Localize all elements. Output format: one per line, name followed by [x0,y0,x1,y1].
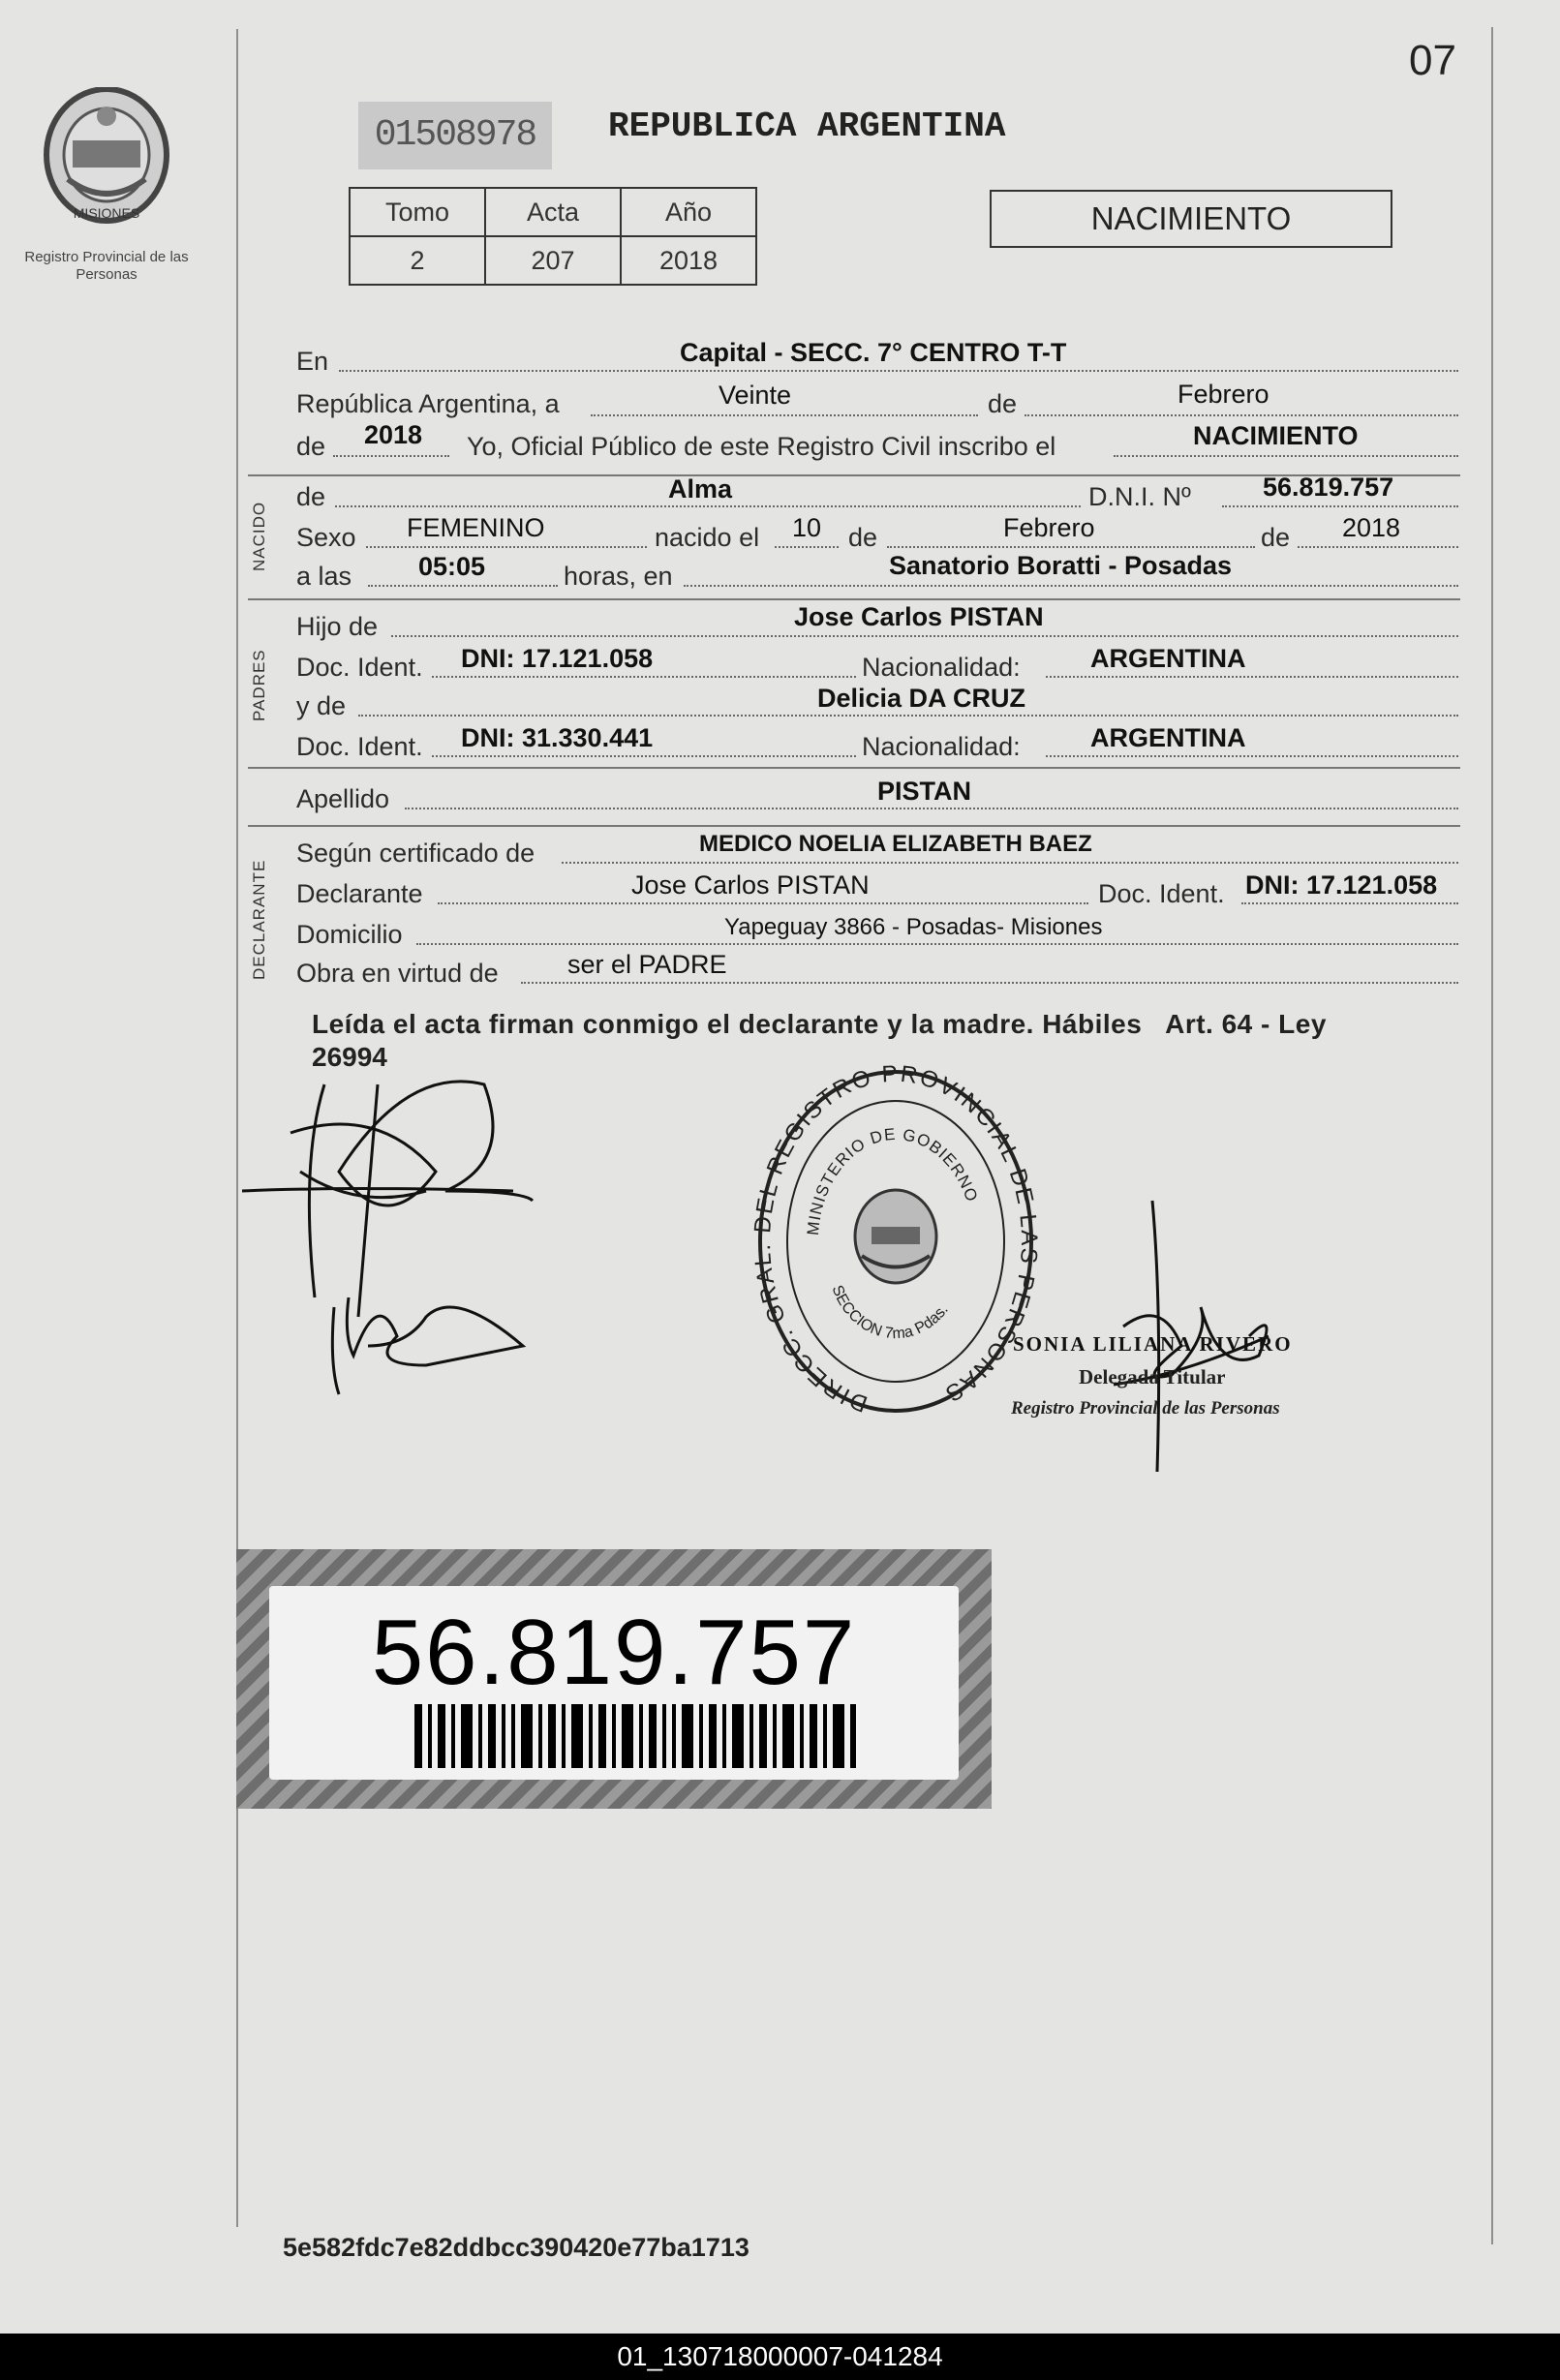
leader-line [416,943,1458,945]
right-border-line [1491,27,1493,2244]
leader-line [391,635,1458,637]
leader-line [335,505,1081,507]
official-name: SONIA LILIANA RIVERO [1013,1332,1293,1356]
svg-text:MISIONES: MISIONES [73,205,140,221]
closing-text: Leída el acta firman conmigo el declarante y la madre. Hábiles Art. 64 - Ley [312,1009,1327,1039]
leader-line [1046,676,1458,678]
document-type-box: NACIMIENTO [990,190,1392,248]
leader-line [521,982,1458,984]
location-value: Capital - SECC. 7° CENTRO T-T [680,338,1067,367]
table-cell: 2018 [621,236,756,285]
registry-logo [24,87,189,295]
leader-line [684,585,1458,587]
padres-section-label: PADRES [250,649,268,721]
table-header: Tomo [350,188,485,236]
leader-line [405,808,1458,809]
official-title: Delegada Titular [1079,1365,1226,1388]
de-label: de [988,389,1018,418]
table-header: Acta [485,188,621,236]
footer-bar [0,2334,1560,2380]
month-value: Febrero [1178,380,1269,409]
logo-caption: Registro Provincial de las Personas [24,249,189,283]
table-header: Año [621,188,756,236]
de-year-label: de [296,432,326,461]
section-divider [248,825,1460,827]
declarante-doc-value: DNI: 17.121.058 [1245,870,1438,900]
sexo-label: Sexo [296,523,356,552]
leader-line [339,370,1458,372]
svg-text:SECCION 7ma Pdas.: SECCION 7ma Pdas. [828,1283,952,1343]
leader-line [333,455,449,457]
father-name-value: Jose Carlos PISTAN [794,602,1044,631]
svg-text:DIRECC. GRAL. DEL REGISTRO PRO: DIRECC. GRAL. DEL REGISTRO PROVINCIAL DE LAS PERSONAS [749,1060,1043,1418]
obra-label: Obra en virtud de [296,959,499,988]
birth-month-value: Febrero [1003,513,1095,542]
nacido-section-label: NACIDO [250,501,268,571]
act-type-value: NACIMIENTO [1193,421,1359,450]
declarante-label: Declarante [296,879,423,908]
section-divider [248,767,1460,769]
leader-line [366,546,647,548]
domicilio-label: Domicilio [296,920,403,949]
declarant-signature [232,1046,552,1404]
table-cell: 207 [485,236,621,285]
leader-line [562,862,1458,864]
year-value: 2018 [364,420,423,449]
official-stamp [746,1057,1046,1425]
child-dni-value: 56.819.757 [1263,473,1394,502]
registry-table [349,187,757,286]
mother-nationality-label: Nacionalidad: [862,732,1021,761]
declarante-doc-label: Doc. Ident. [1098,879,1225,908]
leader-line [1222,505,1458,507]
apellido-label: Apellido [296,784,390,813]
hijo-de-label: Hijo de [296,612,379,641]
birth-day-value: 10 [792,513,822,542]
nacido-el-label: nacido el [655,523,760,552]
leader-line [432,755,856,757]
sticker-dni-number: 56.819.757 [371,1601,857,1704]
leader-line [1298,546,1458,548]
apellido-value: PISTAN [877,777,972,806]
republica-label: República Argentina, a [296,389,560,418]
dni-sticker [236,1549,992,1809]
leader-line [591,414,978,416]
time-value: 05:05 [418,552,486,581]
father-nationality-label: Nacionalidad: [862,653,1021,682]
serial-number: 01508978 [358,102,552,169]
leader-line [887,546,1255,548]
certificado-value: MEDICO NOELIA ELIZABETH BAEZ [699,831,1092,857]
official-text: Yo, Oficial Público de este Registro Civil inscribo el [467,432,1056,461]
father-doc-value: DNI: 17.121.058 [461,644,654,673]
official-office: Registro Provincial de las Personas [1011,1398,1280,1419]
domicilio-value: Yapeguay 3866 - Posadas- Misiones [724,914,1103,940]
mother-doc-label: Doc. Ident. [296,732,423,761]
leader-line [1114,455,1458,457]
barcode-icon [414,1704,860,1768]
certificado-label: Según certificado de [296,839,535,868]
leader-line [368,585,558,587]
mother-nationality-value: ARGENTINA [1090,723,1246,752]
child-name-value: Alma [668,474,733,503]
de-month-label: de [848,523,878,552]
father-doc-label: Doc. Ident. [296,653,423,682]
day-words-value: Veinte [719,381,792,410]
closing-text-law: 26994 [312,1042,387,1072]
mother-name-value: Delicia DA CRUZ [817,684,1026,713]
leader-line [432,676,856,678]
leader-line [438,902,1088,904]
y-de-label: y de [296,691,347,720]
table-cell: 2 [350,236,485,285]
sexo-value: FEMENINO [407,513,545,542]
sticker-inner-panel [269,1586,959,1780]
leader-line [358,715,1458,717]
birth-place-value: Sanatorio Boratti - Posadas [889,551,1233,580]
coat-of-arms-icon [29,87,184,242]
a-las-label: a las [296,562,352,591]
declarante-name-value: Jose Carlos PISTAN [631,870,870,900]
leader-line [775,546,839,548]
mother-doc-value: DNI: 31.330.441 [461,723,654,752]
leader-line [1025,414,1458,416]
leader-line [1241,902,1458,904]
father-nationality-value: ARGENTINA [1090,644,1246,673]
en-label: En [296,347,329,376]
declarante-section-label: DECLARANTE [250,859,268,980]
leader-line [1046,755,1458,757]
section-divider [248,598,1460,600]
obra-value: ser el PADRE [567,950,727,979]
document-hash: 5e582fdc7e82ddbcc390420e77ba1713 [283,2233,749,2262]
svg-text:MINISTERIO DE GOBIERNO: MINISTERIO DE GOBIERNO [803,1124,982,1236]
horas-label: horas, en [564,562,673,591]
country-title: REPUBLICA ARGENTINA [608,107,1006,146]
de-name-label: de [296,482,326,511]
birth-year-value: 2018 [1342,513,1401,542]
page-number: 07 [1409,37,1456,84]
dni-label: D.N.I. Nº [1088,482,1191,511]
footer-code: 01_130718000007-041284 [617,2341,943,2371]
stamp-seal-icon [746,1057,1046,1425]
de-birth-year-label: de [1261,523,1291,552]
